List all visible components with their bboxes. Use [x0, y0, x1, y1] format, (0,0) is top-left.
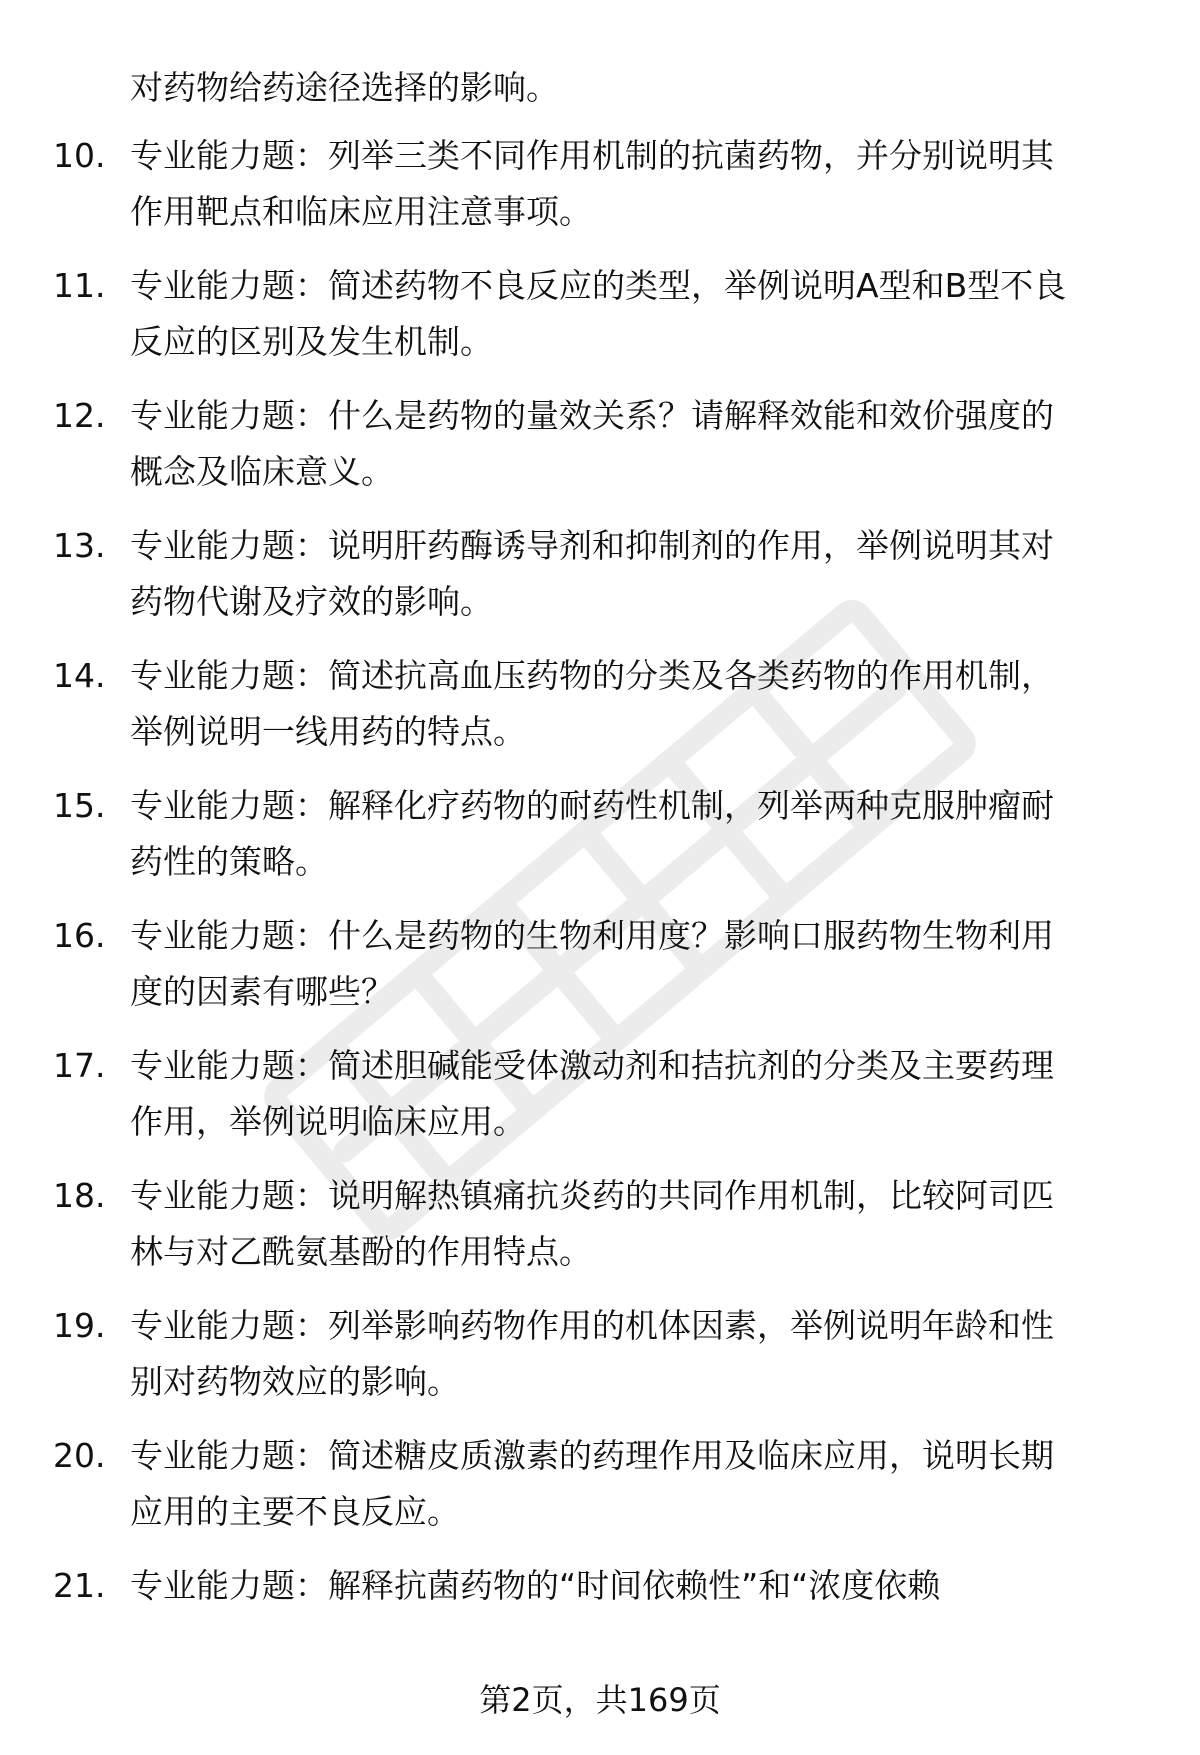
question-number: 21. [53, 1566, 106, 1605]
question-text-line1: 专业能力题：什么是药物的量效关系？请解释效能和效价强度的 [130, 396, 1054, 435]
question-text-line1: 专业能力题：列举影响药物作用的机体因素，举例说明年龄和性 [130, 1306, 1054, 1345]
question-number: 13. [53, 526, 106, 565]
question-text-line2: 举例说明一线用药的特点。 [130, 712, 526, 751]
question-text-line2: 度的因素有哪些？ [130, 972, 394, 1011]
continuation-text: 对药物给药途径选择的影响。 [130, 68, 559, 107]
question-text-line1: 专业能力题：什么是药物的生物利用度？影响口服药物生物利用 [130, 916, 1054, 955]
question-text-line2: 反应的区别及发生机制。 [130, 322, 493, 361]
question-number: 17. [53, 1046, 106, 1085]
question-number: 16. [53, 916, 106, 955]
question-number: 12. [53, 396, 106, 435]
page-footer: 第2页，共169页 [479, 1681, 721, 1719]
question-text-line1: 专业能力题：列举三类不同作用机制的抗菌药物，并分别说明其 [130, 136, 1054, 175]
question-number: 15. [53, 786, 106, 825]
question-number: 10. [53, 136, 106, 175]
question-text-line2: 作用靶点和临床应用注意事项。 [130, 192, 592, 231]
question-text-line2: 应用的主要不良反应。 [130, 1492, 460, 1531]
question-text-line1: 专业能力题：说明肝药酶诱导剂和抑制剂的作用，举例说明其对 [130, 526, 1054, 565]
question-number: 20. [53, 1436, 106, 1475]
question-text-line1: 专业能力题：简述糖皮质激素的药理作用及临床应用，说明长期 [130, 1436, 1054, 1475]
question-text-line1: 专业能力题：解释抗菌药物的“时间依赖性”和“浓度依赖 [130, 1566, 941, 1605]
question-number: 18. [53, 1176, 106, 1215]
question-text-line2: 概念及临床意义。 [130, 452, 394, 491]
question-number: 14. [53, 656, 106, 695]
question-text-line1: 专业能力题：简述胆碱能受体激动剂和拮抗剂的分类及主要药理 [130, 1046, 1054, 1085]
question-text-line2: 作用，举例说明临床应用。 [130, 1102, 526, 1141]
question-number: 11. [53, 266, 106, 305]
question-text-line1: 专业能力题：说明解热镇痛抗炎药的共同作用机制，比较阿司匹 [130, 1176, 1054, 1215]
question-text-line2: 药性的策略。 [130, 842, 328, 881]
question-text-line2: 别对药物效应的影响。 [130, 1362, 460, 1401]
question-text-line1: 专业能力题：简述药物不良反应的类型，举例说明A型和B型不良 [130, 266, 1067, 305]
question-text-line1: 专业能力题：解释化疗药物的耐药性机制，列举两种克服肿瘤耐 [130, 786, 1054, 825]
question-text-line1: 专业能力题：简述抗高血压药物的分类及各类药物的作用机制， [130, 656, 1054, 695]
question-number: 19. [53, 1306, 106, 1345]
question-text-line2: 林与对乙酰氨基酚的作用特点。 [130, 1232, 592, 1271]
question-text-line2: 药物代谢及疗效的影响。 [130, 582, 493, 621]
